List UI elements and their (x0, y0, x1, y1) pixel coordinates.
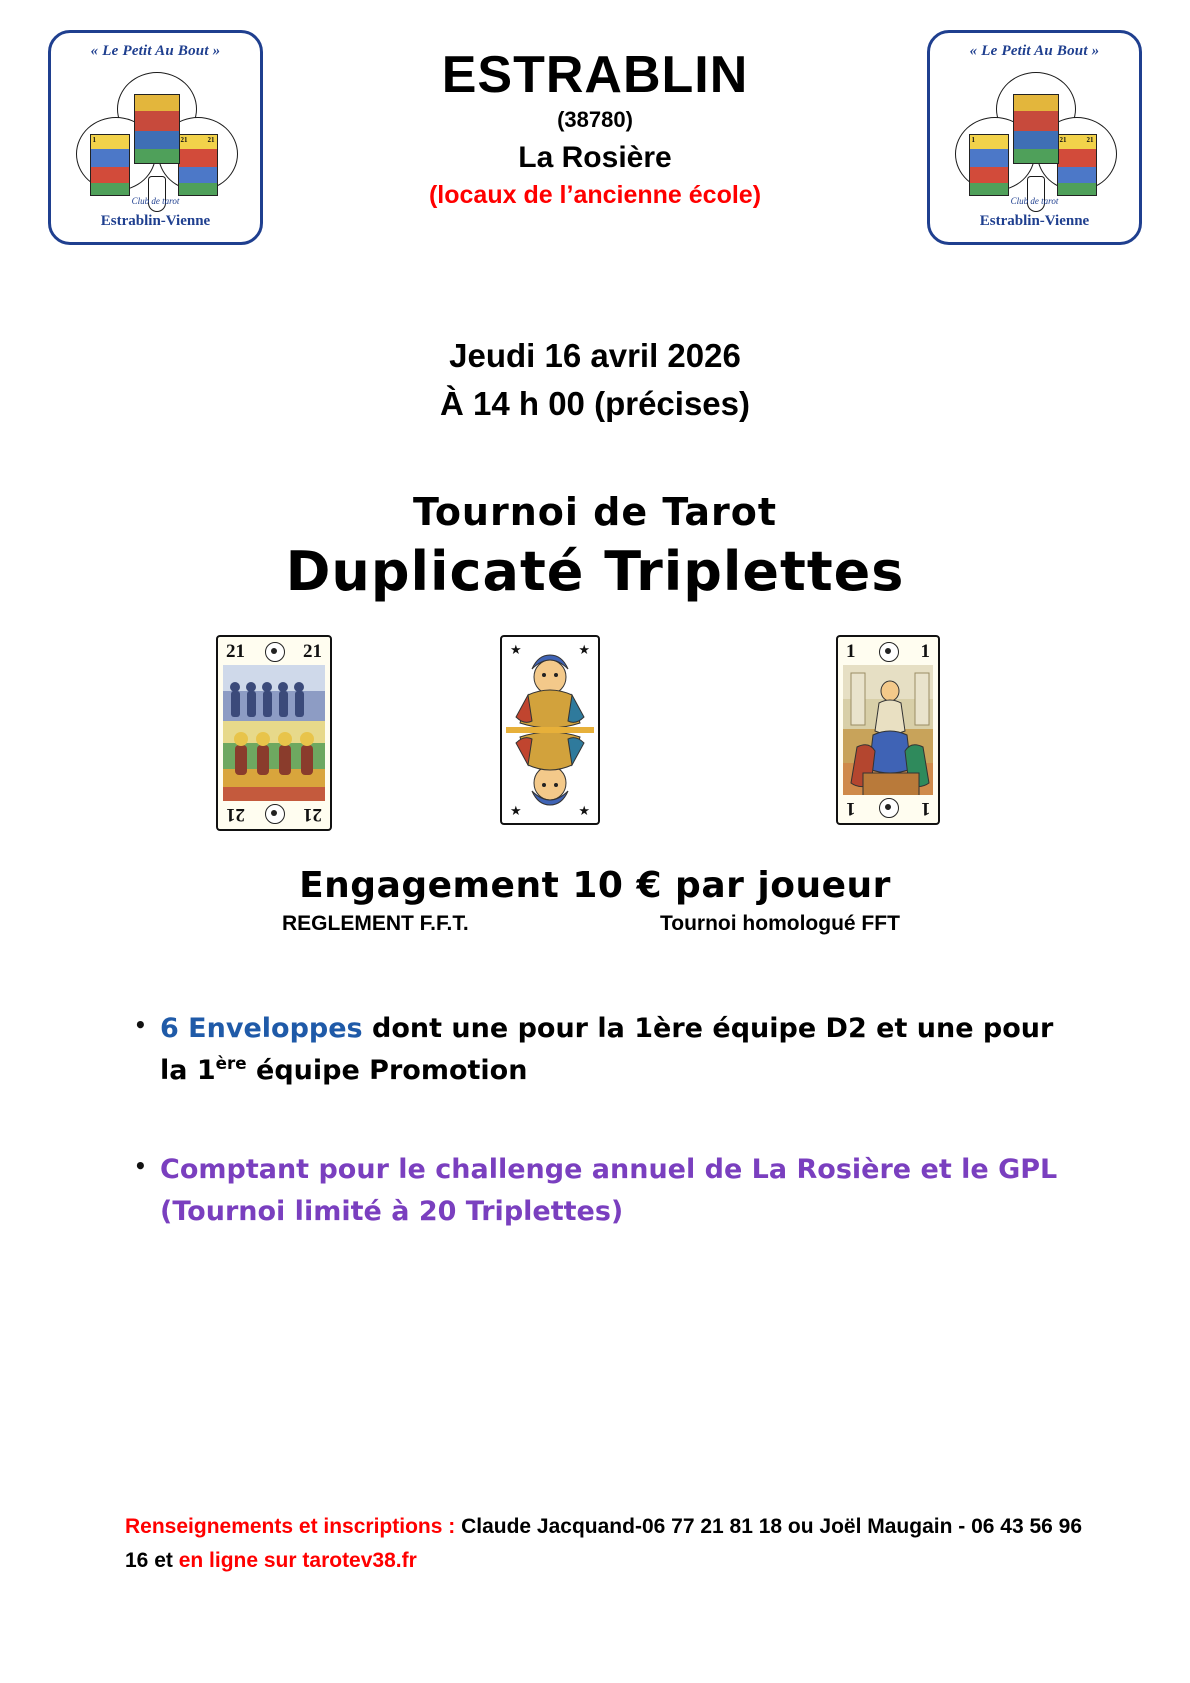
card-1-corner-br: 1 (920, 797, 930, 819)
card-21-rosette-bottom (265, 804, 285, 824)
rules-label: REGLEMENT F.F.T. (282, 911, 469, 935)
card-21-corner-br: 21 (303, 803, 322, 825)
logo-mini-card-left-2 (969, 134, 1009, 196)
contact-details: Claude Jacquand-06 77 21 81 18 ou Joël Maugain - 06 43 56 96 16 et (125, 1515, 1083, 1572)
card-1-rosette-bottom (879, 798, 899, 818)
contact-footer (125, 1510, 1100, 1577)
venue-detail: (locaux de l’ancienne école) (428, 180, 762, 209)
bullet-list (0, 1008, 1190, 1233)
rules-row (0, 912, 1190, 942)
star-icon-tr: ★ (578, 641, 590, 657)
card-21-corner-tl: 21 (226, 640, 245, 662)
list-item (160, 1008, 1070, 1092)
logo-card-number-left: 1 (92, 135, 96, 144)
star-icon-br: ★ (578, 802, 590, 818)
bullet-1-sup: ère (215, 1052, 247, 1073)
card-1-rosette-top (879, 642, 899, 662)
logo-mini-card-right (178, 134, 218, 196)
page-title-block (300, 48, 890, 210)
logo-card-number-right: 21 (180, 135, 188, 144)
card-1-artwork (843, 665, 933, 795)
card-excuse-artwork (502, 637, 598, 823)
card-21 (216, 635, 332, 831)
logo-mini-card-center (134, 94, 180, 164)
tournament-kind: Tournoi de Tarot (412, 489, 778, 534)
poster-header (0, 0, 1190, 270)
star-icon-tl: ★ (510, 641, 522, 657)
logo-card-number-left-2: 1 (971, 135, 975, 144)
card-petit (836, 635, 940, 825)
contact-label: Renseignements et inscriptions : (125, 1515, 456, 1538)
club-logo-right (927, 30, 1142, 245)
card-excuse (500, 635, 600, 825)
logo-mini-card-right-2b (1057, 134, 1097, 196)
card-1-corner-tl: 1 (846, 640, 856, 662)
bullet-1-lead: 6 Enveloppes (160, 1012, 363, 1044)
logo-top-text-2: « Le Petit Au Bout » (969, 43, 1100, 59)
logo-mid-text: Club de tarot (131, 196, 180, 206)
bullet-1-rest-2: équipe Promotion (246, 1054, 528, 1086)
venue-name: La Rosière (518, 140, 672, 174)
card-21-rosette-top (265, 642, 285, 662)
logo-top-text: « Le Petit Au Bout » (90, 43, 221, 59)
bullet-2-lead: Comptant pour le challenge annuel de La Rosière et le GPL (Tournoi limité à 20 Triplettes) (160, 1154, 1058, 1228)
homologation-label: Tournoi homologué FFT (660, 911, 900, 935)
clover-icon (72, 72, 240, 212)
logo-card-number-right-2: 21 (207, 135, 215, 144)
star-icon-bl: ★ (510, 802, 522, 818)
tournament-format: Duplicaté Triplettes (285, 539, 905, 603)
engagement-fee: Engagement 10 € par joueur (299, 864, 891, 906)
card-21-artwork (223, 665, 325, 801)
tarot-cards-illustration (0, 635, 1190, 855)
clover-icon-2 (951, 72, 1119, 212)
logo-mini-card-center-2 (1013, 94, 1059, 164)
online-registration-link[interactable]: en ligne sur tarotev38.fr (178, 1548, 417, 1572)
logo-card-number-right-3: 21 (1059, 135, 1067, 144)
list-item (160, 1149, 1070, 1233)
bullet-1-rest-1: dont une pour la 1ère équipe D2 et une pour la 1 (160, 1012, 1054, 1086)
club-logo-left (48, 30, 263, 245)
event-date: Jeudi 16 avril 2026 (449, 337, 741, 374)
page-title: ESTRABLIN (441, 46, 749, 104)
logo-mini-card-left (90, 134, 130, 196)
card-1-corner-bl: 1 (846, 797, 856, 819)
card-1-corner-tr: 1 (920, 640, 930, 662)
logo-bottom-text: Estrablin-Vienne (100, 213, 211, 229)
card-21-corner-tr: 21 (303, 640, 322, 662)
logo-card-number-right-4: 21 (1086, 135, 1094, 144)
event-time: À 14 h 00 (précises) (440, 384, 750, 422)
postcode: (38780) (557, 106, 633, 132)
event-datetime (0, 332, 1190, 428)
logo-bottom-text-2: Estrablin-Vienne (979, 213, 1090, 229)
logo-mid-text-2: Club de tarot (1010, 196, 1059, 206)
card-21-corner-bl: 21 (226, 803, 245, 825)
